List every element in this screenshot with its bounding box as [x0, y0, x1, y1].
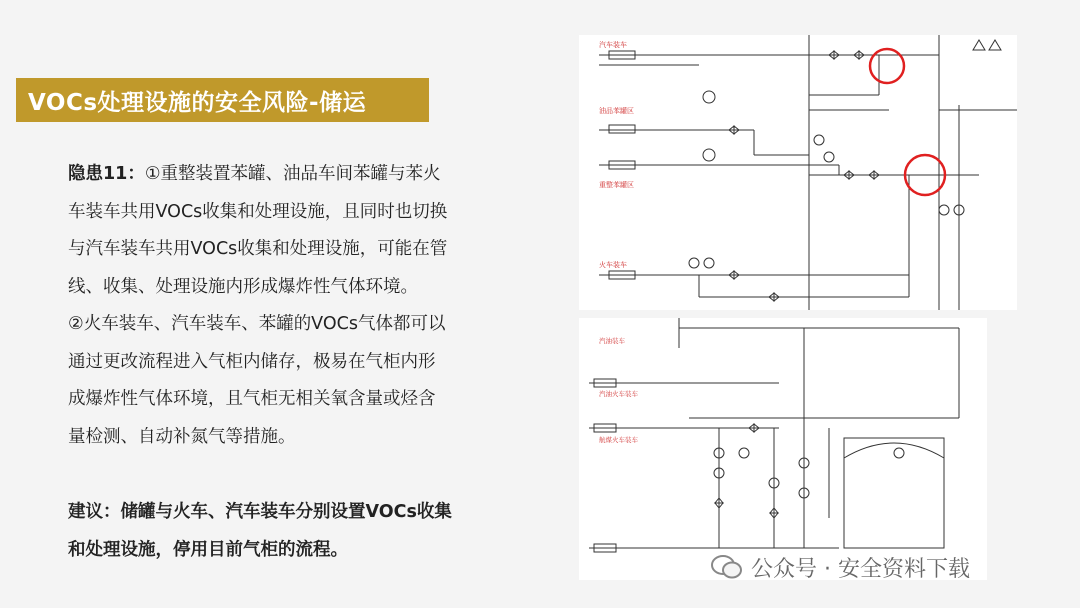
- hazard-label: 隐患11：: [68, 164, 145, 184]
- diagram-label: 汽车装车: [599, 41, 627, 49]
- hazard-line-2: 车装车共用VOCs收集和处理设施，且同时也切换: [68, 201, 448, 222]
- hazard-line-4: 线、收集、处理设施内形成爆炸性气体环境。: [68, 276, 418, 297]
- suggestion-line-2: 和处理设施，停用目前气柜的流程。: [68, 539, 348, 560]
- page-title: VOCs处理设施的安全风险-储运: [28, 89, 367, 116]
- pid-diagram-top: [579, 35, 1017, 310]
- suggestion: [68, 494, 498, 569]
- hazard-line-6: 通过更改流程进入气柜内储存，极易在气柜内形: [68, 351, 436, 372]
- watermark: [711, 552, 970, 582]
- diagram-label: 油品苯罐区: [599, 107, 634, 115]
- diagram-label: 航煤火车装车: [599, 436, 638, 444]
- hazard-line-1: 隐患11：①重整装置苯罐、油品车间苯罐与苯火: [68, 164, 441, 184]
- suggestion-line-1: 建议：储罐与火车、汽车装车分别设置VOCs收集: [68, 502, 452, 522]
- text-content: [68, 156, 498, 569]
- watermark-text: 公众号 · 安全资料下载: [751, 556, 970, 582]
- title-bar: [16, 78, 429, 122]
- hazard-line-7: 成爆炸性气体环境，且气柜无相关氧含量或烃含: [68, 389, 436, 409]
- diagram-label: 重整苯罐区: [599, 181, 634, 189]
- hazard-line-5: ②火车装车、汽车装车、苯罐的VOCs气体都可以: [68, 314, 446, 334]
- pid-diagram-bottom: [579, 318, 987, 580]
- diagram-label: 汽油火车装车: [599, 390, 638, 398]
- highlight-circle: [870, 49, 904, 83]
- diagram-label: 汽油装车: [599, 337, 625, 345]
- hazard-line-3: 与汽车装车共用VOCs收集和处理设施，可能在管: [68, 239, 448, 259]
- diagram-label: 火车装车: [599, 261, 627, 269]
- hazard-line-8: 量检测、自动补氮气等措施。: [68, 426, 296, 447]
- wechat-icon: [711, 553, 743, 581]
